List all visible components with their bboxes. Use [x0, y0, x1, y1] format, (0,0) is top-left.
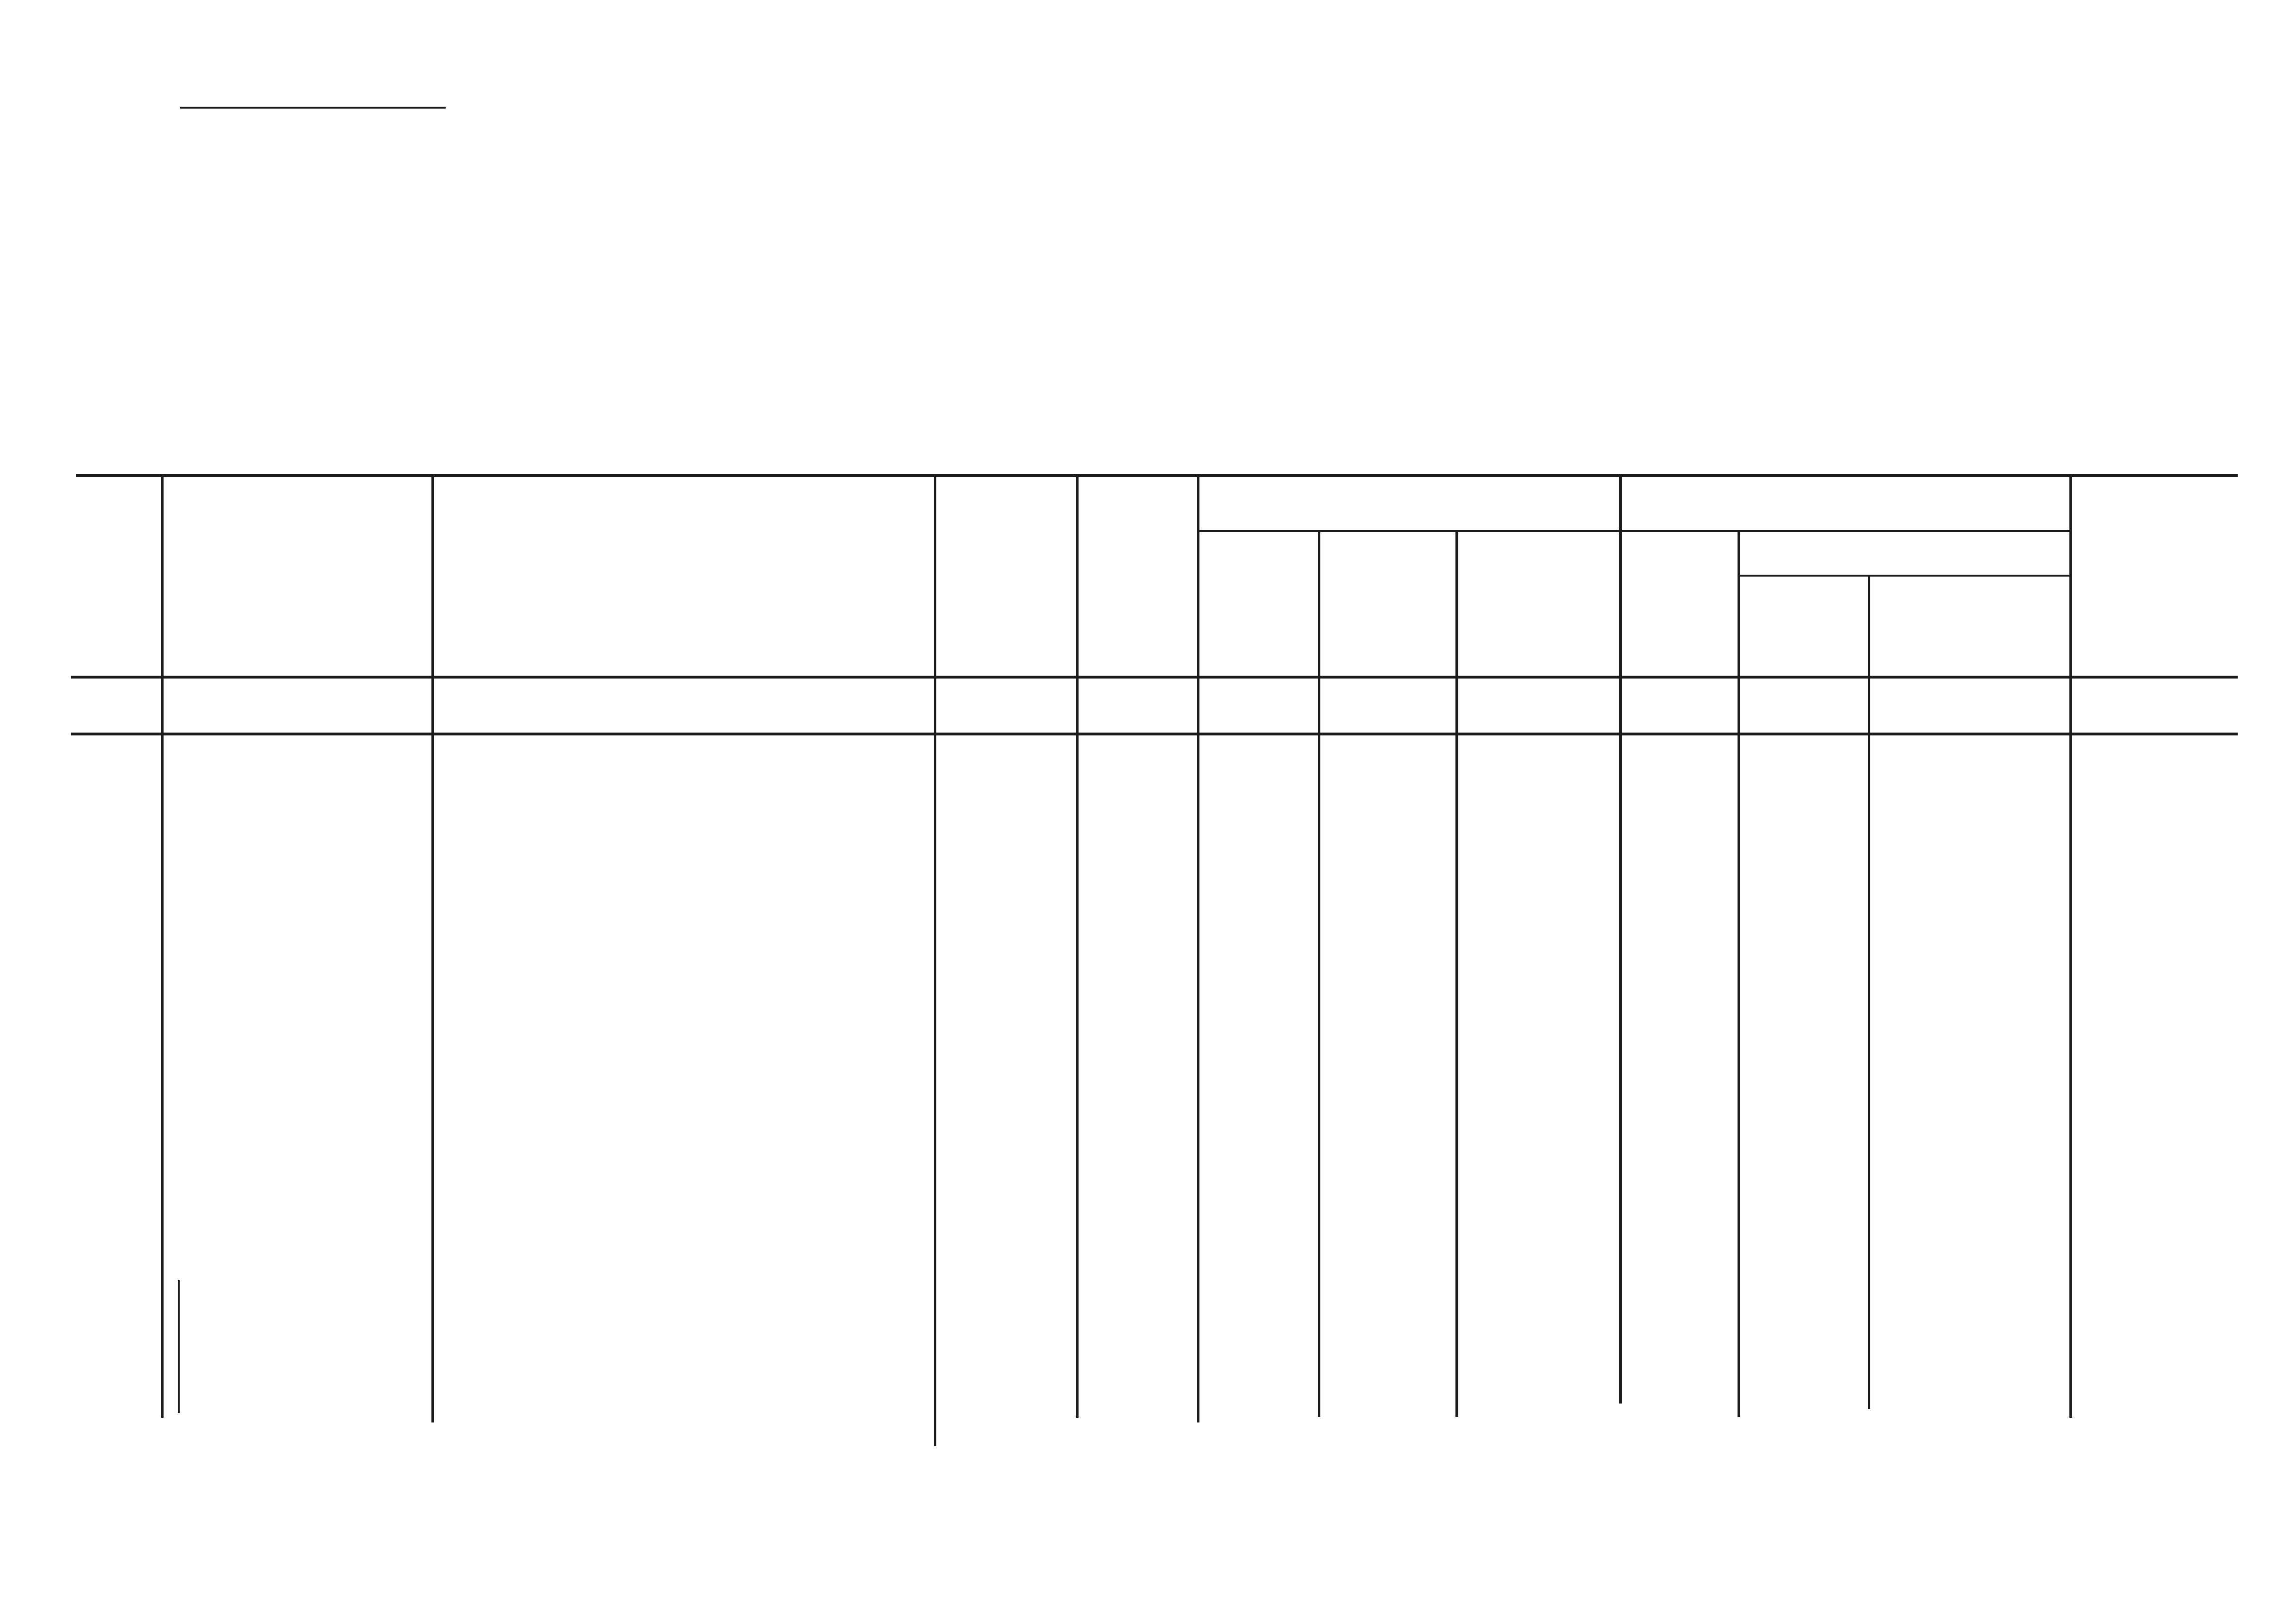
- vline-3: [934, 474, 936, 1446]
- vline-4: [1076, 474, 1079, 1418]
- cipher-underline: [180, 107, 446, 109]
- vline-6: [1318, 530, 1320, 1417]
- vline-2: [431, 474, 434, 1422]
- vline-10: [1868, 575, 1870, 1409]
- row8-left-mark: [178, 1280, 180, 1413]
- unit-cost-group-line: [1199, 530, 1674, 532]
- vline-8: [1619, 474, 1622, 1404]
- colnum-top-line: [71, 676, 2238, 679]
- vline-11: [2069, 474, 2072, 1418]
- vline-5: [1197, 474, 1199, 1422]
- incl-group-line: [1740, 575, 2072, 577]
- vline-1: [161, 474, 164, 1418]
- vline-7: [1455, 530, 1458, 1417]
- vline-9: [1738, 530, 1740, 1417]
- colnum-bottom-line: [71, 733, 2238, 735]
- table-top-line: [76, 474, 2238, 477]
- total-group-line: [1621, 530, 2072, 532]
